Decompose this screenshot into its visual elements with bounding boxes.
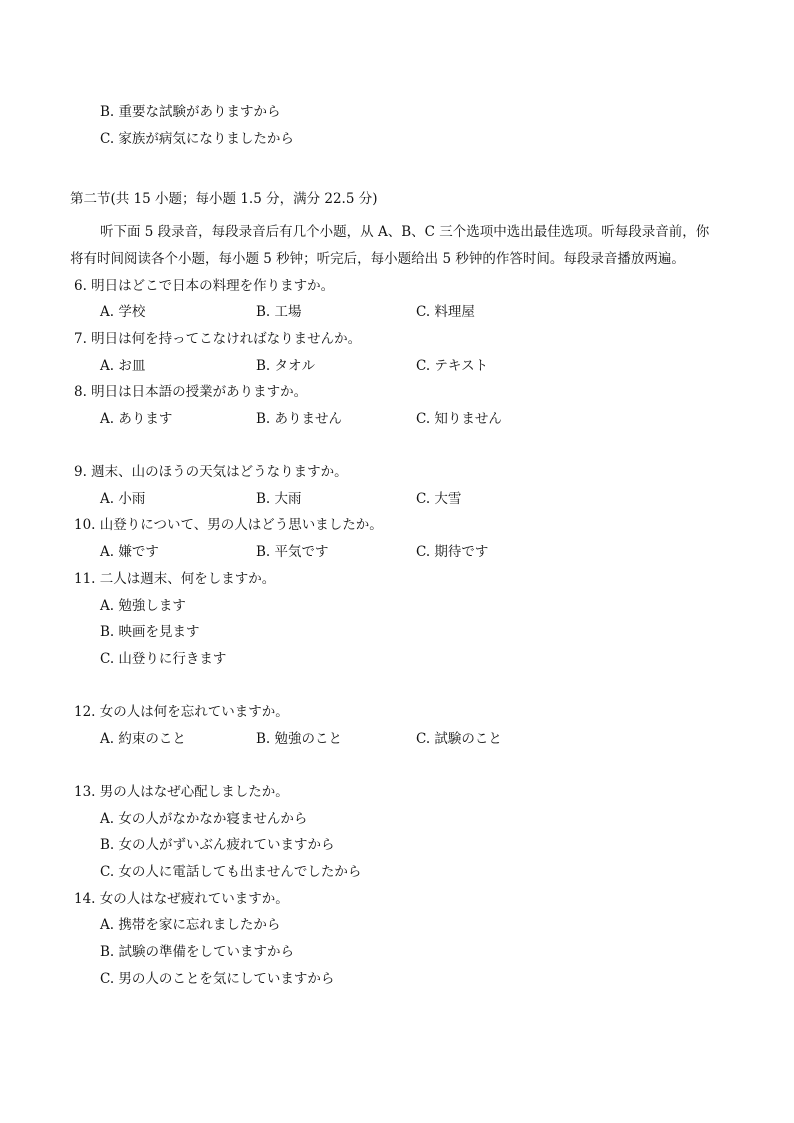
- option-c: C. 男の人のことを気にしていますから: [100, 971, 335, 987]
- option-b-prev: B. 重要な試験がありますから: [100, 104, 281, 120]
- option-c: C. 試験のこと: [416, 731, 502, 747]
- option-b: B. タオル: [256, 358, 316, 374]
- option-a: A. あります: [100, 411, 173, 427]
- option-a: A. 約束のこと: [100, 731, 186, 747]
- option-b: B. ありません: [256, 411, 343, 427]
- option-c: C. 知りません: [416, 411, 502, 427]
- options-row-6: [0, 303, 794, 321]
- option-b: B. 女の人がずいぶん疲れていますから: [100, 837, 335, 853]
- question-9: 9. 週末、山のほうの天気はどうなりますか。: [74, 464, 348, 480]
- option-c: C. テキスト: [416, 358, 489, 374]
- option-b: B. 大雨: [256, 491, 302, 507]
- option-b: B. 工場: [256, 304, 302, 320]
- options-row-7: [0, 357, 794, 375]
- option-b: B. 試験の準備をしていますから: [100, 944, 295, 960]
- question-8: 8. 明日は日本語の授業がありますか。: [74, 384, 308, 400]
- section-title: 第二节(共 15 小题；每小题 1.5 分，满分 22.5 分): [70, 191, 378, 207]
- option-a: A. 小雨: [100, 491, 146, 507]
- option-a: A. 嫌です: [100, 544, 159, 560]
- option-c-prev: C. 家族が病気になりましたから: [100, 131, 294, 147]
- question-10: 10. 山登りについて、男の人はどう思いましたか。: [74, 517, 383, 533]
- option-a: A. 女の人がなかなか寝ませんから: [100, 811, 308, 827]
- option-a: A. 勉強します: [100, 598, 186, 614]
- option-a: A. 学校: [100, 304, 146, 320]
- option-a: A. お皿: [100, 358, 146, 374]
- option-b: B. 平気です: [256, 544, 329, 560]
- options-row-9: [0, 490, 794, 508]
- options-row-10: [0, 543, 794, 561]
- options-row-8: [0, 410, 794, 428]
- option-b: B. 映画を見ます: [100, 624, 200, 640]
- option-c: C. 期待です: [416, 544, 489, 560]
- question-14: 14. 女の人はなぜ疲れていますか。: [74, 891, 289, 907]
- instructions-line-2: 将有时间阅读各个小题，每小题 5 秒钟；听完后，每小题给出 5 秒钟的作答时间。每段录音播放两遍。: [70, 251, 685, 267]
- option-c: C. 女の人に電話しても出ませんでしたから: [100, 864, 362, 880]
- option-c: C. 大雪: [416, 491, 462, 507]
- options-row-12: [0, 730, 794, 748]
- option-c: C. 料理屋: [416, 304, 475, 320]
- question-12: 12. 女の人は何を忘れていますか。: [74, 704, 289, 720]
- instructions-line-1: 听下面 5 段录音，每段录音后有几个小题，从 A、B、C 三个选项中选出最佳选项。听每段录音前，你: [100, 224, 710, 240]
- question-13: 13. 男の人はなぜ心配しましたか。: [74, 784, 289, 800]
- question-11: 11. 二人は週末、何をしますか。: [74, 571, 276, 587]
- option-c: C. 山登りに行きます: [100, 651, 227, 667]
- question-7: 7. 明日は何を持ってこなければなりませんか。: [74, 331, 362, 347]
- question-6: 6. 明日はどこで日本の料理を作りますか。: [74, 278, 335, 294]
- option-b: B. 勉強のこと: [256, 731, 343, 747]
- option-a: A. 携帯を家に忘れましたから: [100, 917, 281, 933]
